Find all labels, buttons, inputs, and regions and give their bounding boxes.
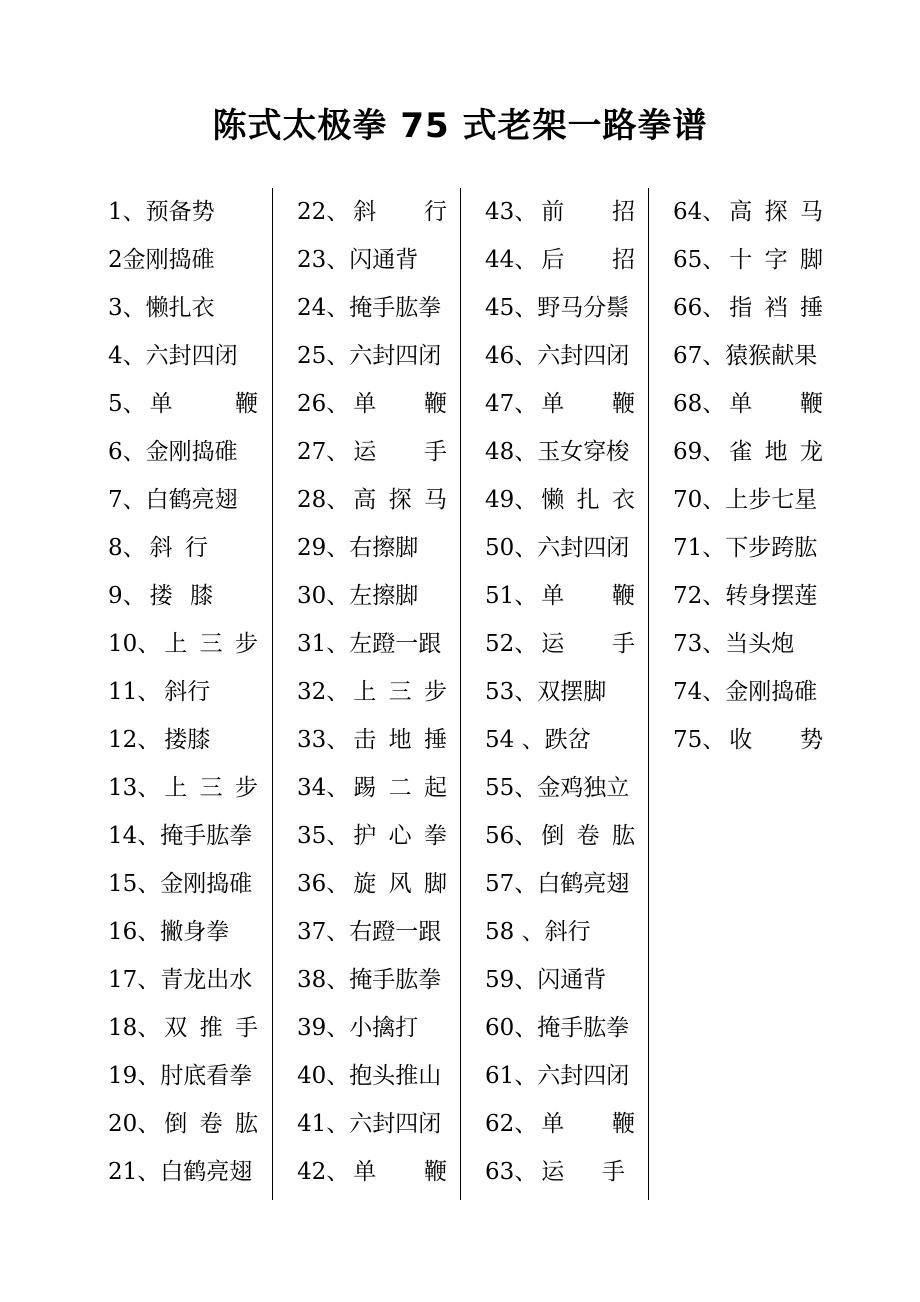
column-3: [461, 188, 649, 1200]
form-name: 运 手: [353, 439, 447, 465]
list-item: [297, 428, 447, 476]
form-number: 36、: [297, 871, 350, 897]
form-number: 2: [108, 247, 123, 273]
list-item: [485, 188, 635, 236]
form-number: 16、: [108, 919, 161, 945]
column-4: [649, 188, 824, 1200]
list-item: [297, 668, 447, 716]
form-name: 左擦脚: [349, 583, 419, 609]
form-number: 31、: [297, 631, 350, 657]
form-number: 27、: [297, 439, 350, 465]
form-name: 掩手肱拳: [537, 1015, 630, 1041]
form-name: 高 探 马: [729, 199, 823, 225]
form-number: 10、: [108, 631, 161, 657]
form-name: 十 字 脚: [729, 247, 823, 273]
form-name: 六封四闭: [349, 1111, 442, 1137]
form-number: 37、: [297, 919, 350, 945]
form-number: 28、: [297, 487, 350, 513]
form-number: 30、: [297, 583, 350, 609]
form-number: 20、: [108, 1111, 161, 1137]
list-item: [297, 524, 447, 572]
form-name: 预备势: [145, 199, 215, 225]
form-number: 17、: [108, 967, 161, 993]
form-name: 雀 地 龙: [729, 439, 823, 465]
list-item: [108, 1052, 258, 1100]
list-item: [108, 524, 208, 572]
form-number: 53、: [485, 679, 538, 705]
list-item: [108, 380, 258, 428]
list-item: [485, 524, 635, 572]
form-number: 21、: [108, 1159, 161, 1185]
form-number: 24、: [297, 295, 350, 321]
form-number: 51、: [485, 583, 538, 609]
list-item: [297, 956, 447, 1004]
form-name: 单 鞭: [149, 391, 258, 417]
form-number: 26、: [297, 391, 350, 417]
form-number: 33、: [297, 727, 350, 753]
list-item: [673, 524, 823, 572]
form-name: 肘底看拳: [160, 1063, 253, 1089]
form-name: 搂 膝: [149, 583, 213, 609]
list-item: [108, 620, 258, 668]
form-name: 后 招: [541, 247, 635, 273]
list-item: [108, 668, 211, 716]
list-item: [108, 860, 258, 908]
form-name: 白鹤亮翅: [537, 871, 630, 897]
form-number: 55、: [485, 775, 538, 801]
list-item: [108, 428, 258, 476]
form-number: 19、: [108, 1063, 161, 1089]
form-name: 小擒打: [349, 1015, 419, 1041]
form-number: 69、: [673, 439, 726, 465]
form-name: 护 心 拳: [353, 823, 447, 849]
form-name: 六封四闭: [537, 343, 630, 369]
list-item: [673, 188, 823, 236]
form-number: 23、: [297, 247, 350, 273]
form-name: 金鸡独立: [537, 775, 630, 801]
form-name: 单 鞭: [353, 1159, 447, 1185]
form-number: 47、: [485, 391, 538, 417]
form-name: 运 手: [541, 1159, 625, 1185]
list-item: [485, 1148, 625, 1196]
form-number: 22、: [297, 199, 350, 225]
form-number: 41、: [297, 1111, 350, 1137]
form-number: 1、: [108, 199, 146, 225]
list-item: [108, 908, 258, 956]
form-number: 15、: [108, 871, 161, 897]
list-item: [673, 428, 823, 476]
form-number: 75、: [673, 727, 726, 753]
form-name: 白鹤亮翅: [145, 487, 238, 513]
list-item: [485, 236, 635, 284]
form-number: 13、: [108, 775, 161, 801]
list-item: [108, 1004, 258, 1052]
form-number: 32、: [297, 679, 350, 705]
form-number: 52、: [485, 631, 538, 657]
form-number: 35、: [297, 823, 350, 849]
form-name: 当头炮: [725, 631, 795, 657]
form-name: 闪通背: [349, 247, 419, 273]
form-number: 29、: [297, 535, 350, 561]
form-name: 击 地 捶: [353, 727, 447, 753]
form-number: 5、: [108, 391, 146, 417]
form-number: 63、: [485, 1159, 538, 1185]
list-item: [108, 1148, 258, 1196]
form-name: 六封四闭: [349, 343, 442, 369]
form-name: 金刚捣碓: [725, 679, 818, 705]
list-item: [485, 956, 635, 1004]
form-name: 单 鞭: [541, 1111, 635, 1137]
form-number: 8、: [108, 535, 146, 561]
page-title: 陈式太极拳 75 式老架一路拳谱: [212, 106, 708, 146]
form-number: 70、: [673, 487, 726, 513]
form-number: 73、: [673, 631, 726, 657]
form-name: 斜行: [544, 919, 591, 945]
list-item: [485, 476, 635, 524]
form-name: 右擦脚: [349, 535, 419, 561]
list-item: [673, 572, 823, 620]
list-item: [297, 1100, 447, 1148]
list-item: [485, 332, 635, 380]
form-number: 66、: [673, 295, 726, 321]
form-number: 56、: [485, 823, 538, 849]
form-number: 72、: [673, 583, 726, 609]
column-1: [108, 188, 273, 1200]
list-item: [108, 284, 258, 332]
form-number: 6、: [108, 439, 146, 465]
list-item: [673, 620, 823, 668]
list-item: [485, 764, 635, 812]
form-name: 双 推 手: [164, 1015, 258, 1041]
list-item: [108, 572, 213, 620]
form-name: 金刚捣碓: [145, 439, 238, 465]
form-name: 金刚捣碓: [122, 247, 215, 273]
list-item: [108, 764, 258, 812]
list-item: [485, 428, 635, 476]
form-number: 74、: [673, 679, 726, 705]
list-item: [485, 1004, 635, 1052]
list-item: [108, 332, 258, 380]
form-name: 运 手: [541, 631, 635, 657]
form-name: 单 鞭: [541, 583, 635, 609]
list-item: [297, 812, 447, 860]
list-item: [485, 1100, 635, 1148]
list-item: [108, 716, 211, 764]
form-name: 六封四闭: [145, 343, 238, 369]
form-name: 双摆脚: [537, 679, 607, 705]
column-2: [273, 188, 461, 1200]
form-number: 48、: [485, 439, 538, 465]
list-item: [297, 284, 447, 332]
form-name: 猿猴献果: [725, 343, 818, 369]
form-name: 右蹬一跟: [349, 919, 442, 945]
list-item: [673, 380, 823, 428]
form-number: 45、: [485, 295, 538, 321]
list-item: [297, 188, 447, 236]
form-name: 上 三 步: [353, 679, 447, 705]
form-name: 单 鞭: [541, 391, 635, 417]
form-name: 掩手肱拳: [349, 295, 442, 321]
list-item: [485, 716, 635, 764]
form-name: 掩手肱拳: [349, 967, 442, 993]
form-name: 跌岔: [544, 727, 591, 753]
form-number: 43、: [485, 199, 538, 225]
list-item: [108, 188, 258, 236]
list-item: [297, 476, 447, 524]
list-item: [485, 908, 635, 956]
form-number: 38、: [297, 967, 350, 993]
form-name: 倒 卷 肱: [541, 823, 635, 849]
form-name: 斜 行: [164, 679, 211, 705]
list-item: [297, 1052, 447, 1100]
form-name: 搂 膝: [164, 727, 211, 753]
form-number: 54 、: [485, 727, 545, 753]
list-item: [297, 380, 447, 428]
form-number: 12、: [108, 727, 161, 753]
list-item: [485, 668, 635, 716]
form-name: 倒 卷 肱: [164, 1111, 258, 1137]
form-name: 金刚捣碓: [160, 871, 253, 897]
form-number: 18、: [108, 1015, 161, 1041]
form-number: 67、: [673, 343, 726, 369]
list-item: [108, 236, 258, 284]
list-item: [297, 1004, 447, 1052]
form-name: 收 势: [729, 727, 823, 753]
list-item: [485, 812, 635, 860]
list-item: [108, 956, 258, 1004]
form-number: 7、: [108, 487, 146, 513]
form-number: 9、: [108, 583, 146, 609]
list-item: [297, 620, 447, 668]
form-name: 单 鞭: [729, 391, 823, 417]
form-name: 野马分鬃: [537, 295, 630, 321]
form-number: 42、: [297, 1159, 350, 1185]
list-item: [485, 620, 635, 668]
list-item: [485, 284, 635, 332]
form-name: 抱头推山: [349, 1063, 442, 1089]
list-item: [297, 332, 447, 380]
list-item: [673, 668, 823, 716]
form-number: 58 、: [485, 919, 545, 945]
form-number: 60、: [485, 1015, 538, 1041]
list-item: [673, 716, 823, 764]
form-name: 懒扎衣: [145, 295, 215, 321]
form-name: 左蹬一跟: [349, 631, 442, 657]
form-number: 4、: [108, 343, 146, 369]
list-item: [297, 236, 447, 284]
list-item: [673, 332, 823, 380]
form-name: 高 探 马: [353, 487, 447, 513]
list-item: [297, 764, 447, 812]
form-name: 下步跨肱: [725, 535, 818, 561]
form-number: 3、: [108, 295, 146, 321]
list-item: [485, 860, 635, 908]
list-item: [108, 812, 258, 860]
form-name: 指 裆 捶: [729, 295, 823, 321]
form-name: 掩手肱拳: [160, 823, 253, 849]
form-name: 斜 行: [149, 535, 208, 561]
form-number: 62、: [485, 1111, 538, 1137]
form-number: 34、: [297, 775, 350, 801]
list-item: [673, 284, 823, 332]
form-name: 上 三 步: [164, 775, 258, 801]
form-name: 青龙出水: [160, 967, 253, 993]
form-number: 61、: [485, 1063, 538, 1089]
list-item: [297, 716, 447, 764]
list-item: [297, 572, 447, 620]
list-item: [297, 860, 447, 908]
list-item: [297, 908, 447, 956]
form-number: 46、: [485, 343, 538, 369]
form-number: 49、: [485, 487, 538, 513]
form-name: 转身摆莲: [725, 583, 818, 609]
form-number: 68、: [673, 391, 726, 417]
list-item: [485, 380, 635, 428]
list-item: [485, 572, 635, 620]
form-number: 50、: [485, 535, 538, 561]
form-name: 玉女穿梭: [537, 439, 630, 465]
form-name: 闪通背: [537, 967, 607, 993]
form-name: 旋 风 脚: [353, 871, 447, 897]
form-number: 14、: [108, 823, 161, 849]
form-number: 71、: [673, 535, 726, 561]
form-name: 撇身拳: [160, 919, 230, 945]
form-name: 踢 二 起: [353, 775, 447, 801]
form-number: 40、: [297, 1063, 350, 1089]
list-item: [108, 1100, 258, 1148]
form-name: 懒 扎 衣: [541, 487, 635, 513]
form-name: 上 三 步: [164, 631, 258, 657]
list-item: [297, 1148, 447, 1196]
form-name: 单 鞭: [353, 391, 447, 417]
form-number: 57、: [485, 871, 538, 897]
form-name: 斜 行: [353, 199, 447, 225]
form-number: 59、: [485, 967, 538, 993]
form-name: 六封四闭: [537, 535, 630, 561]
form-name: 上步七星: [725, 487, 818, 513]
list-item: [108, 476, 258, 524]
form-number: 44、: [485, 247, 538, 273]
form-name: 白鹤亮翅: [160, 1159, 253, 1185]
form-name: 六封四闭: [537, 1063, 630, 1089]
form-number: 64、: [673, 199, 726, 225]
form-number: 25、: [297, 343, 350, 369]
list-item: [673, 476, 823, 524]
form-number: 65、: [673, 247, 726, 273]
form-number: 39、: [297, 1015, 350, 1041]
list-item: [485, 1052, 635, 1100]
list-item: [673, 236, 823, 284]
form-number: 11、: [108, 679, 161, 705]
form-name: 前 招: [541, 199, 635, 225]
